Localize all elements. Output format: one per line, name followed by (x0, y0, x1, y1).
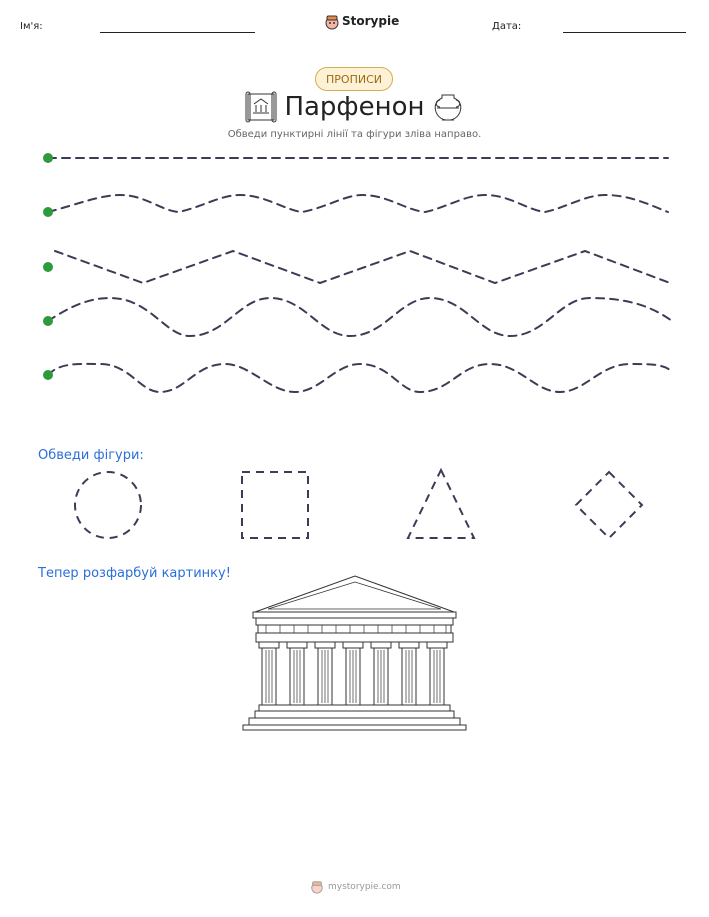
footer (310, 880, 420, 896)
date-label: Дата: (492, 21, 522, 32)
start-dot (43, 262, 53, 272)
triangle-icon (408, 470, 474, 538)
square-icon (242, 472, 308, 538)
start-dot (43, 316, 53, 326)
start-dot (43, 153, 53, 163)
amphora-icon (435, 95, 461, 120)
trace-line-gentle-wave (48, 195, 668, 212)
trace-line-zigzag (55, 251, 670, 283)
name-label: Ім'я: (20, 21, 43, 32)
circle-icon (75, 472, 141, 538)
shapes-heading: Обведи фігури: (38, 448, 144, 463)
start-dot (43, 207, 53, 217)
start-dot (43, 370, 53, 380)
brand-name: Storypie (342, 14, 400, 28)
trace-line-bumpy-wave (48, 364, 672, 392)
scroll-icon (246, 92, 276, 122)
coloring-heading: Тепер розфарбуй картинку! (38, 566, 231, 581)
worksheet-badge: ПРОПИСИ (315, 67, 393, 91)
trace-line-wave (48, 298, 672, 336)
parthenon-picture (243, 576, 466, 730)
instructions: Обведи пунктирні лінії та фігури зліва направо. (227, 129, 482, 140)
mascot-icon (310, 880, 324, 894)
page-title: Парфенон (284, 92, 425, 122)
diamond-icon (576, 472, 642, 538)
footer-site: mystorypie.com (328, 882, 401, 892)
